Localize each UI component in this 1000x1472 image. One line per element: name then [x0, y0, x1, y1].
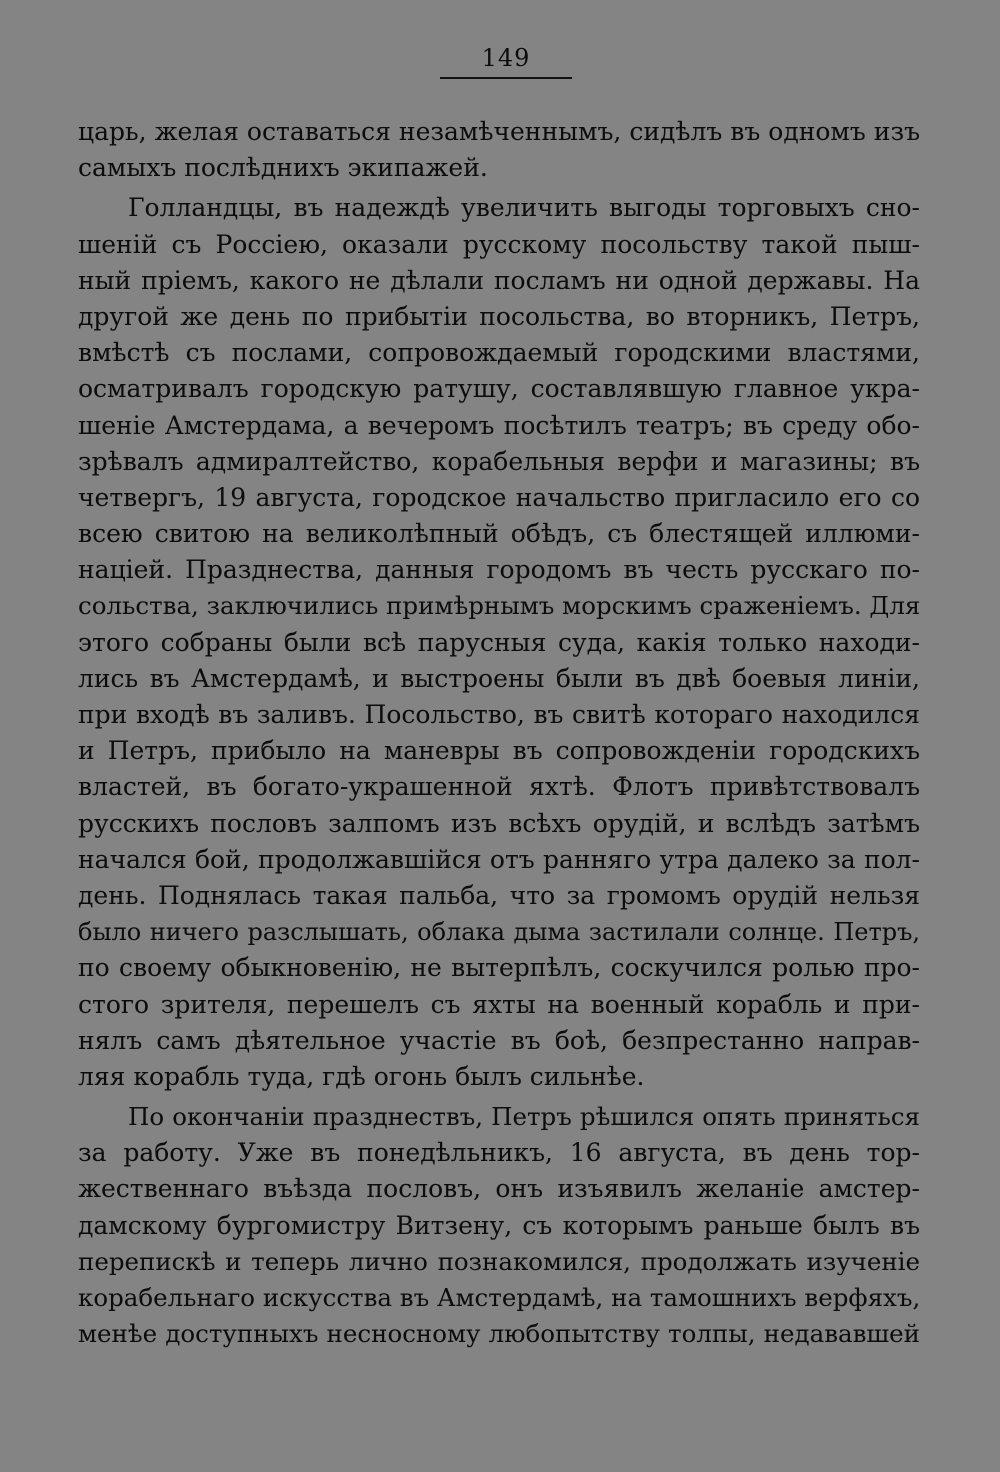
page-number: 149	[481, 44, 531, 72]
text-line: осматривалъ городскую ратушу, составлявшую главное укра-	[78, 374, 920, 404]
text-line: другой же день по прибытіи посольства, во вторникъ, Петръ,	[78, 301, 920, 331]
text-line: за работу. Уже въ понедѣльникъ, 16 августа, въ день тор-	[78, 1138, 920, 1168]
text-line: по своему обыкновенію, не вытерпѣлъ, соскучился ролью про-	[78, 953, 920, 983]
text-line: было ничего разслышать, облака дыма застилали солнце. Петръ,	[78, 918, 920, 947]
text-line: нялъ самъ дѣятельное участіе въ боѣ, безпрестанно направ-	[78, 1025, 920, 1055]
text-line: вмѣстѣ съ послами, сопровождаемый городскими властями,	[78, 338, 920, 368]
text-line: менѣе доступныхъ несносному любопытству толпы, недававшей	[78, 1319, 920, 1349]
text-line: стого зрителя, перешелъ съ яхты на военный корабль и при-	[78, 989, 920, 1019]
text-line: Голландцы, въ надеждѣ увеличить выгоды торговыхъ сно-	[128, 193, 920, 223]
text-line: при входѣ въ заливъ. Посольство, въ свитѣ котораго находился	[78, 700, 920, 729]
text-line: властей, въ богато-украшенной яхтѣ. Флотъ привѣтствовалъ	[78, 772, 920, 802]
text-line: этого собраны были всѣ парусныя суда, какія только находи-	[78, 627, 920, 657]
text-line: По окончаніи празднествъ, Петръ рѣшился опять приняться	[128, 1102, 920, 1132]
text-line: корабельнаго искусства въ Амстердамѣ, на тамошнихъ верфяхъ,	[78, 1283, 920, 1312]
text-line: царь, желая оставаться незамѣченнымъ, сидѣлъ въ одномъ изъ	[78, 117, 920, 146]
text-line: шеніе Амстердама, а вечеромъ посѣтилъ театръ; въ среду обо-	[78, 410, 920, 440]
text-line: четвергъ, 19 августа, городское начальство пригласило его со	[78, 482, 920, 512]
text-line: начался бой, продолжавшійся отъ ранняго утра далеко за пол-	[78, 844, 920, 874]
text-line: всею свитою на великолѣпный обѣдъ, съ блестящей иллюми-	[78, 519, 920, 549]
text-line: и Петръ, прибыло на маневры въ сопровожденіи городскихъ	[78, 736, 920, 766]
text-line: дамскому бургомистру Витзену, съ которымъ раньше былъ въ	[78, 1210, 920, 1240]
text-line: лись въ Амстердамѣ, и выстроены были въ двѣ боевыя линіи,	[78, 663, 920, 693]
text-line: шеній съ Россіею, оказали русскому посольству такой пыш-	[78, 229, 920, 259]
text-line: день. Поднялась такая пальба, что за громомъ орудій нельзя	[78, 880, 920, 910]
text-line: націей. Празднества, данныя городомъ въ честь русскаго по-	[78, 555, 920, 585]
text-line: зрѣвалъ адмиралтейство, корабельныя верфи и магазины; въ	[78, 446, 920, 476]
page-number-rule	[440, 77, 572, 79]
text-line: русскихъ пословъ залпомъ изъ всѣхъ орудій, и вслѣдъ затѣмъ	[78, 808, 920, 838]
text-line: жественнаго въѣзда пословъ, онъ изъявилъ желаніе амстер-	[78, 1174, 920, 1204]
text-line: ный пріемъ, какого не дѣлали посламъ ни одной державы. На	[78, 265, 920, 295]
text-line: ляя корабль туда, гдѣ огонь былъ сильнѣе.	[78, 1061, 645, 1091]
body-text	[78, 114, 920, 1352]
text-line: самыхъ послѣднихъ экипажей.	[78, 153, 488, 183]
text-line: сольства, заключились примѣрнымъ морскимъ сраженіемъ. Для	[78, 591, 920, 621]
text-line: перепискѣ и теперь лично познакомился, продолжать изученіе	[78, 1246, 920, 1276]
